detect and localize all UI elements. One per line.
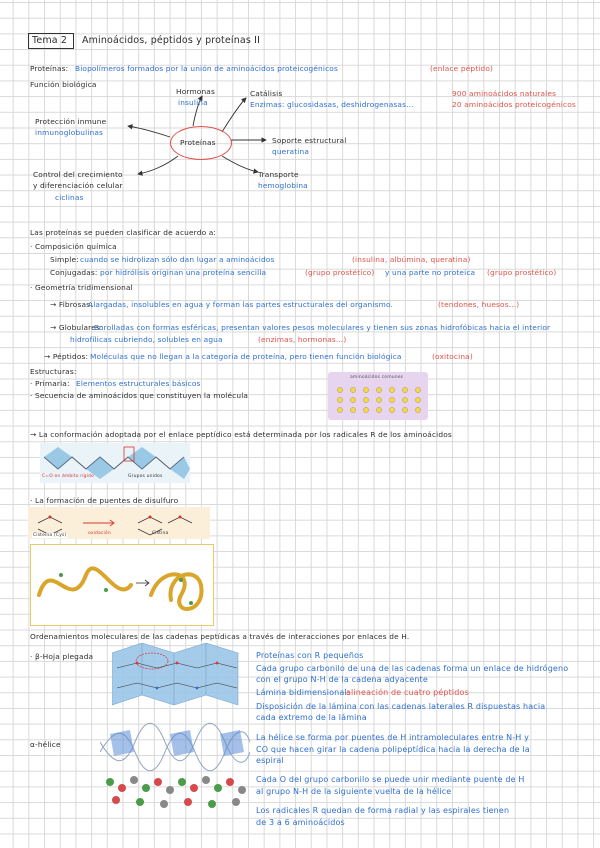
globulares-text: Enrolladas con formas esféricas, presentan valores pesos moleculares y tienen sus zonas hidrofóbicas hacia el interior bbox=[94, 323, 551, 332]
conjugadas-label: Conjugadas: bbox=[50, 268, 98, 277]
proteinas-label: Proteínas: bbox=[30, 64, 69, 73]
topic-label: Tema 2 bbox=[32, 35, 68, 46]
globulares-label: → Globulares: bbox=[50, 323, 103, 332]
alpha-item-6: Los radicales R quedan de forma radial y las espirales tienen bbox=[256, 806, 510, 815]
beta-lamina-note: alineación de cuatro péptidos bbox=[346, 688, 469, 697]
globulares-text2: hidrofílicas cubriendo, solubles en agua bbox=[70, 335, 223, 344]
catalisis-example: Enzimas: glucosidasas, deshidrogenasas... bbox=[250, 100, 414, 109]
fibrosas-text: Alargadas, insolubles en agua y forman las partes estructurales del organismo. bbox=[88, 300, 393, 309]
control-title2: y diferenciación celular bbox=[33, 181, 123, 190]
primaria-text: Elementos estructurales básicos bbox=[76, 379, 201, 388]
proteinas-definition: Biopolímeros formados por la unión de aminoácidos proteicogénicos bbox=[75, 64, 338, 73]
defensa-title: Protección inmune bbox=[35, 117, 107, 126]
folded-protein-figure bbox=[30, 544, 214, 626]
secuencia-text: · Secuencia de aminoácidos que constituyen la molécula bbox=[30, 391, 249, 400]
simple-text: cuando se hidrolizan sólo dan lugar a aminoácidos bbox=[80, 255, 275, 264]
puentes-text: · La formación de puentes de disulfuro bbox=[30, 496, 179, 505]
peptidos-text: Moléculas que no llegan a la categoría de proteína, pero tienen función biológica bbox=[90, 352, 402, 361]
alpha-helix-figure bbox=[100, 722, 250, 818]
disulfide-figure bbox=[28, 507, 210, 539]
disulfide-label-1: Cisteína (Cys) bbox=[33, 533, 67, 538]
conformacion-text: → La conformación adoptada por el enlace peptídico está determinada por los radicales R de los aminoácidos bbox=[30, 430, 452, 439]
disulfide-label-2: oxidación bbox=[88, 531, 111, 536]
alpha-item-5: al grupo N-H de la siguiente vuelta de la hélice bbox=[256, 787, 452, 796]
beta-item-6: cada extremo de la lámina bbox=[256, 713, 367, 722]
chain-label-1: C=O en ámbito rígido bbox=[42, 474, 94, 479]
soporte-title: Soporte estructural bbox=[272, 136, 347, 145]
aa-grid bbox=[328, 372, 428, 420]
soporte-example: queratina bbox=[272, 147, 310, 156]
conjugadas-note: (grupo prostético) bbox=[305, 268, 375, 277]
control-title1: Control del crecimiento bbox=[33, 170, 123, 179]
fibrosas-label: → Fibrosas: bbox=[50, 300, 93, 309]
beta-sheet-figure bbox=[112, 643, 250, 709]
beta-label: · β-Hoja plegada bbox=[30, 652, 94, 661]
alpha-item-2: CO que hacen girar la cadena polipeptídica hacia la derecha de la bbox=[256, 745, 530, 754]
globulares-note: (enzimas, hormonas...) bbox=[258, 335, 347, 344]
transporte-title: Transporte bbox=[258, 170, 299, 179]
alpha-item-1: La hélice se forma por puentes de H intramoleculares entre N-H y bbox=[256, 733, 530, 742]
alpha-helix-drawing bbox=[100, 722, 250, 818]
alpha-item-4: Cada O del grupo carbonilo se puede unir mediante puente de H bbox=[256, 775, 525, 784]
beta-item-1: Proteínas con R pequeños bbox=[256, 651, 364, 660]
page-title: Aminoácidos, péptidos y proteínas II bbox=[82, 35, 261, 46]
estructuras-heading: Estructuras: bbox=[30, 367, 77, 376]
simple-label: Simple: bbox=[50, 255, 79, 264]
alpha-item-3: espiral bbox=[256, 756, 284, 765]
simple-note: (insulina, albúmina, queratina) bbox=[352, 255, 471, 264]
conjugadas-text: por hidrólisis originan una proteína sencilla bbox=[100, 268, 267, 277]
primaria-label: · Primaria: bbox=[30, 379, 70, 388]
funcion-heading: Función biológica bbox=[30, 80, 97, 89]
disulfide-label-3: Cistina bbox=[152, 531, 169, 536]
folded-protein-drawing bbox=[31, 545, 213, 625]
beta-item-5: Disposición de la lámina con las cadenas laterales R dispuestas hacia bbox=[256, 702, 546, 711]
beta-item-4: Lámina bidimensional: bbox=[256, 688, 350, 697]
catalisis-title: Catálisis bbox=[250, 89, 283, 98]
beta-item-3: con el grupo N-H de la cadena adyacente bbox=[256, 675, 428, 684]
mindmap-center: Proteínas bbox=[180, 138, 216, 147]
catalisis-note2: 20 aminoácidos proteicogénicos bbox=[452, 100, 576, 109]
peptide-chain-figure bbox=[40, 443, 190, 483]
beta-item-2: Cada grupo carbonilo de una de las cadenas forma un enlace de hidrógeno bbox=[256, 664, 569, 673]
amino-acids-figure bbox=[328, 372, 428, 420]
defensa-example: inmunoglobulinas bbox=[35, 128, 104, 137]
composicion-heading: · Composición química bbox=[30, 242, 117, 251]
control-example: ciclinas bbox=[55, 193, 84, 202]
geometria-heading: · Geometría tridimensional bbox=[30, 283, 133, 292]
catalisis-note1: 900 aminoácidos naturales bbox=[452, 89, 557, 98]
hormonas-example: insulina bbox=[178, 98, 208, 107]
conjugadas-tail2: (grupo prostético) bbox=[487, 268, 557, 277]
chain-label-2: Grupos unidos bbox=[128, 474, 163, 479]
fibrosas-note: (tendones, huesos...) bbox=[438, 300, 520, 309]
alpha-label: α-hélice bbox=[30, 740, 61, 749]
proteinas-note: (enlace péptido) bbox=[430, 64, 494, 73]
beta-sheet-drawing bbox=[112, 643, 250, 709]
ordenamientos-text: Ordenamientos moleculares de las cadenas peptídicas a través de interacciones por enlaces de H. bbox=[30, 632, 410, 641]
peptidos-note: (oxitocina) bbox=[432, 352, 473, 361]
transporte-example: hemoglobina bbox=[258, 181, 308, 190]
aa-figure-title: aminoácidos comunes bbox=[350, 375, 404, 380]
peptidos-label: → Péptidos: bbox=[44, 352, 89, 361]
classification-intro: Las proteínas se pueden clasificar de acuerdo a: bbox=[30, 228, 217, 237]
alpha-item-7: de 3 a 6 aminoácidos bbox=[256, 818, 345, 827]
conjugadas-tail: y una parte no proteica bbox=[385, 268, 476, 277]
hormonas-title: Hormonas bbox=[176, 87, 215, 96]
